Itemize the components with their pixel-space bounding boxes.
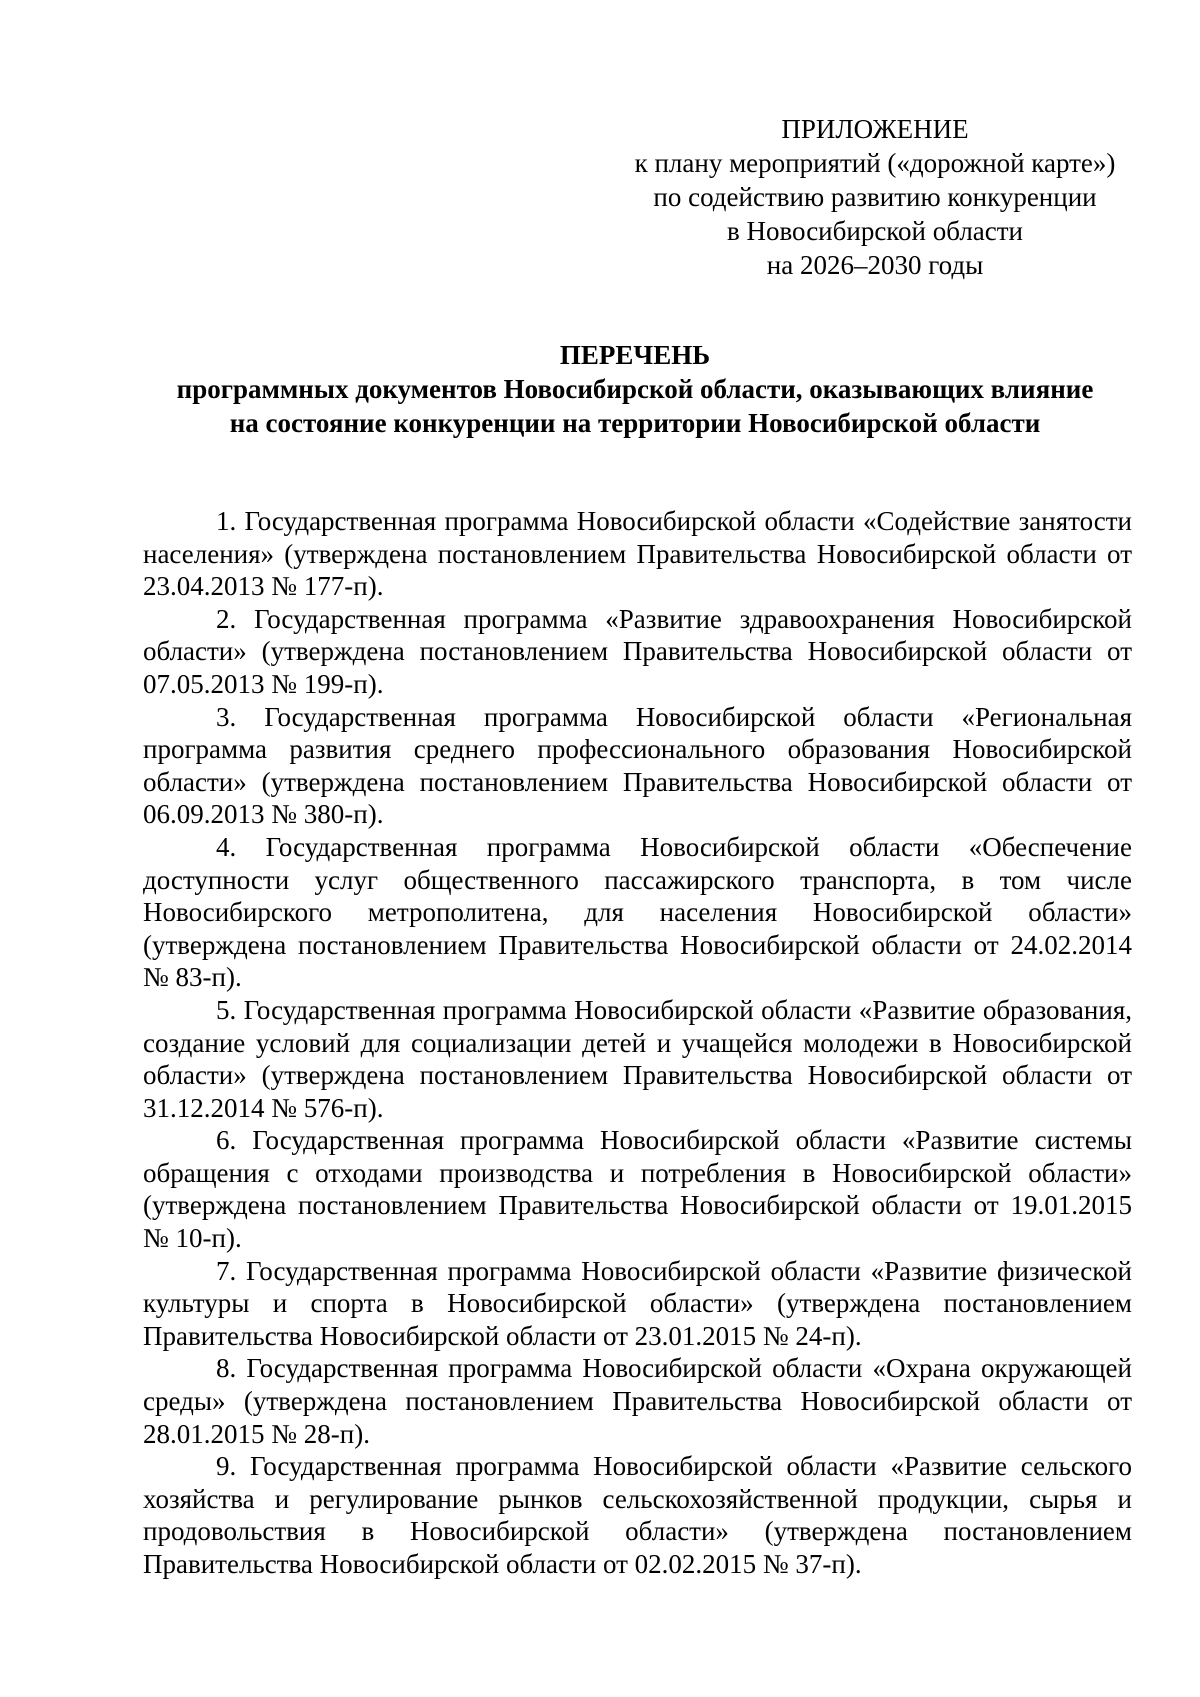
appendix-line: по содействию развитию конкуренции [653,182,1097,212]
heading-subtitle-line: программных документов Новосибирской области, оказывающих влияние [176,374,1094,404]
list-item: 6. Государственная программа Новосибирской области «Развитие системы обращения с отходами производства и потребления в Новосибирской области» (утверждена постановлением Правительства Новосибирской области от 19.01.2015 № 10-п). [143,1125,1132,1254]
appendix-line: к плану мероприятий («дорожной карте») [634,148,1116,178]
appendix-block [615,112,1135,282]
list-item: 5. Государственная программа Новосибирской области «Развитие образования, создание условий для социализации детей и учащейся молодежи в Новосибирской области» (утверждена постановлением Правительства Новосибирской области от 31.12.2014 № 576-п). [143,994,1132,1123]
heading-title: ПЕРЕЧЕНЬ [559,340,711,370]
list-item: 9. Государственная программа Новосибирской области «Развитие сельского хозяйства и регулирование рынков сельскохозяйственной продукции, сырья и продовольствия в Новосибирской области» (утверждена постановлением Правительства Новосибирской области от 02.02.2015 № 37-п). [143,1451,1132,1579]
appendix-title: ПРИЛОЖЕНИЕ [781,114,969,144]
appendix-line: в Новосибирской области [726,216,1024,246]
list-item: 4. Государственная программа Новосибирской области «Обеспечение доступности услуг общественного пассажирского транспорта, в том числе Новосибирского метрополитена, для населения Новосибирской области» (утверждена постановлением Правительства Новосибирской области от 24.02.2014 № 83-п). [143,831,1132,993]
list-item: 1. Государственная программа Новосибирской области «Содействие занятости населения» (утверждена постановлением Правительства Новосибирской области от 23.04.2013 № 177-п). [143,506,1132,602]
appendix-line: на 2026–2030 годы [766,250,984,280]
list-item: 3. Государственная программа Новосибирской области «Региональная программа развития среднего профессионального образования Новосибирской области» (утверждена постановлением Правительства Новосибирской области от 06.09.2013 № 380-п). [143,701,1132,830]
heading-subtitle-line: на состояние конкуренции на территории Новосибирской области [229,408,1041,438]
list-item: 2. Государственная программа «Развитие здравоохранения Новосибирской области» (утверждена постановлением Правительства Новосибирской области от 07.05.2013 № 199-п). [143,603,1132,699]
list-item: 8. Государственная программа Новосибирской области «Охрана окружающей среды» (утверждена постановлением Правительства Новосибирской области от 28.01.2015 № 28-п). [143,1353,1132,1449]
program-list [143,505,1132,1581]
list-item: 7. Государственная программа Новосибирской области «Развитие физической культуры и спорта в Новосибирской области» (утверждена постановлением Правительства Новосибирской области от 23.01.2015 № 24-п). [143,1255,1132,1351]
document-heading [140,338,1130,440]
